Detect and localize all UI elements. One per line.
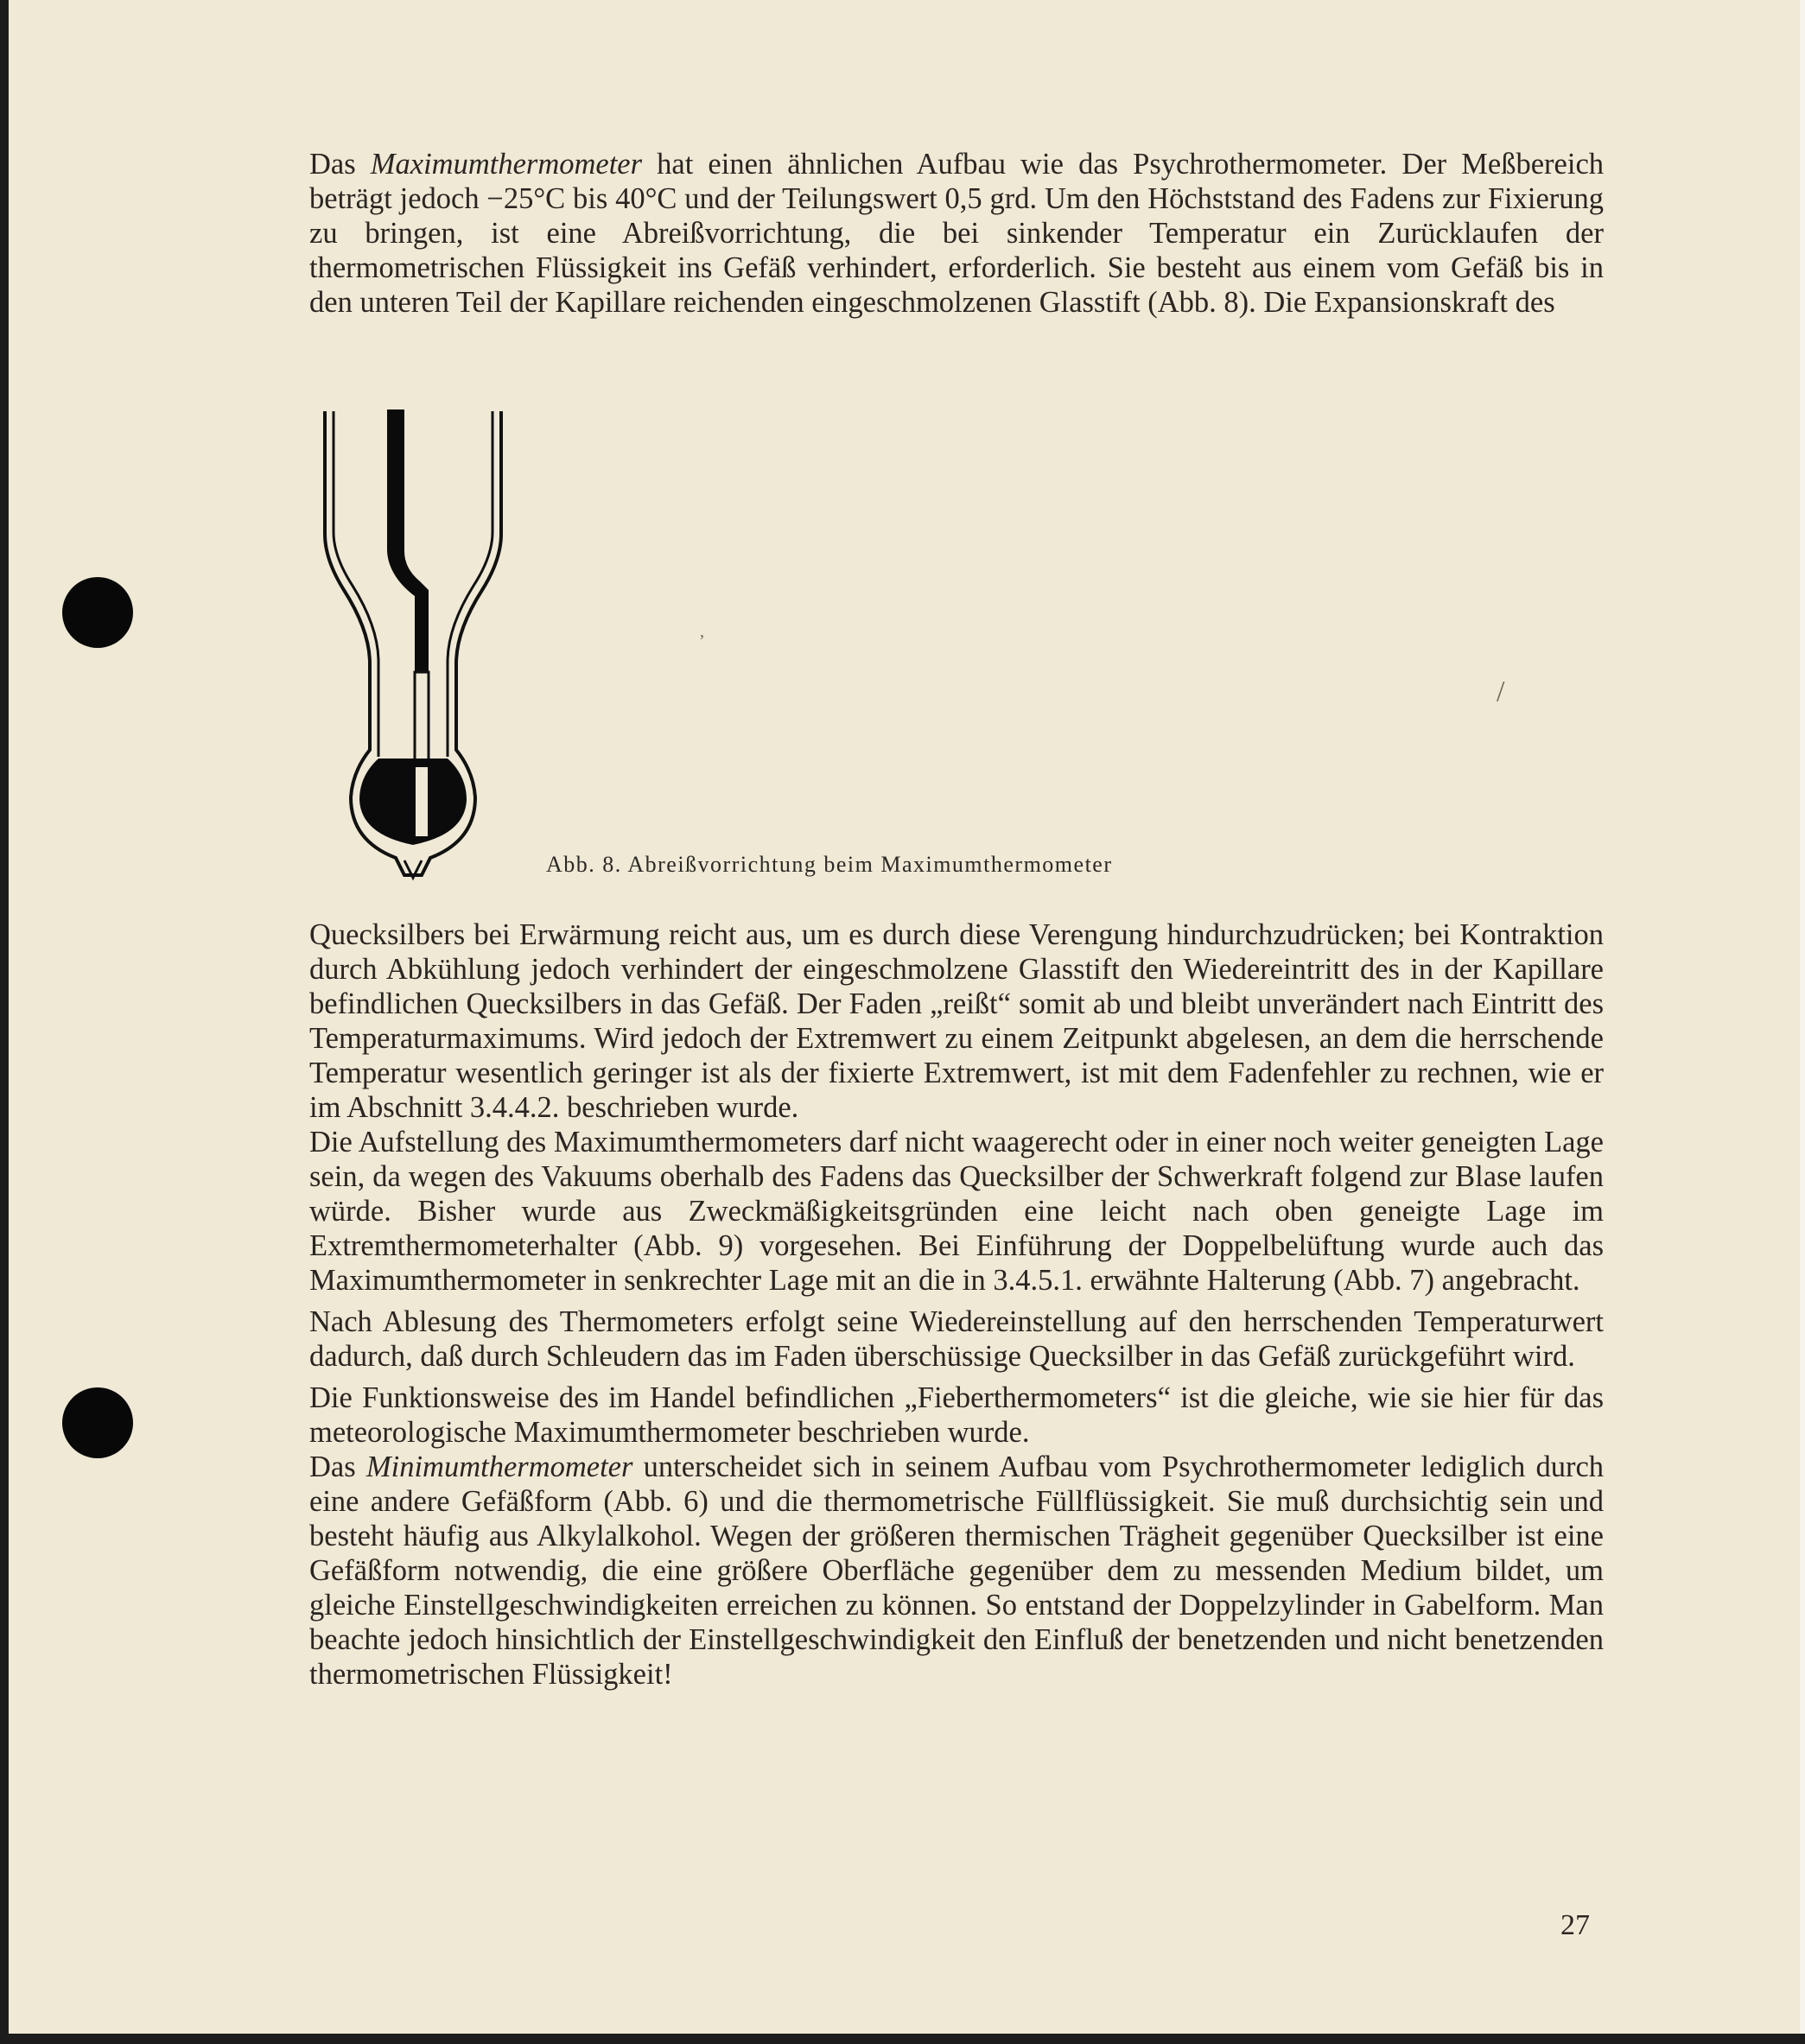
paragraph: Quecksilbers bei Erwärmung reicht aus, um es durch diese Verengung hindurchzudrücken; bei Kontraktion durch Abkühlung jedoch verhindert der eingeschmolzene Glasstift den Wiedereintritt des in der Kapillare befindlichen Quecksilbers in das Gefäß. Der Faden „reißt“ somit ab und bleibt unverändert nach Eintritt des Temperaturmaximums. Wird jedoch der Extremwert zu einem Zeitpunkt abgelesen, an dem die herrschende Temperatur wesentlich geringer ist als der fixierte Extremwert, ist mit dem Fadenfehler zu rechnen, wie er im Abschnitt 3.4.4.2. beschrieben wurde.: [309, 918, 1604, 1124]
paper-mark: /: [1497, 676, 1505, 708]
emphasized-term: Maximumthermometer: [370, 148, 643, 181]
paragraph: Die Aufstellung des Maximumthermometers darf nicht waagerecht oder in einer noch weiter geneigten Lage sein, da wegen des Vakuums oberhalb des Fadens das Quecksilber der Schwerkraft folgend zur Blase laufen würde. Bisher wurde aus Zweckmäßigkeitsgründen eine leicht nach oben geneigte Lage im Extremthermometerhalter (Abb. 9) vorgesehen. Bei Einführung der Doppelbelüftung wurde auch das Maximumthermometer in senkrechter Lage mit an die in 3.4.5.1. erwähnte Halterung (Abb. 7) angebracht.: [309, 1126, 1604, 1297]
paragraph: Die Funktionsweise des im Handel befindlichen „Fieberthermometers“ ist die gleiche, wie sie hier für das meteorologische Maximumthermometer beschrieben wurde.: [309, 1381, 1604, 1449]
figure-caption: Abb. 8. Abreißvorrichtung beim Maximumthermometer: [546, 852, 1113, 877]
thermometer-constriction-figure: [318, 404, 508, 888]
emphasized-term: Minimumthermometer: [365, 1450, 633, 1483]
text-block-top: [309, 147, 1604, 320]
paragraph: Das Maximumthermometer hat einen ähnlichen Aufbau wie das Psychrothermometer. Der Meßbereich beträgt jedoch −25°C bis 40°C und der Teilungswert 0,5 grd. Um den Höchststand des Fadens zur Fixierung zu bringen, ist eine Abreißvorrichtung, die bei sinkender Temperatur ein Zurücklaufen der thermometrischen Flüssigkeit ins Gefäß verhindert, erforderlich. Sie besteht aus einem vom Gefäß bis in den unteren Teil der Kapillare reichenden eingeschmolzenen Glasstift (Abb. 8). Die Expansionskraft des: [309, 148, 1605, 319]
page-number: 27: [1560, 1909, 1590, 1941]
paper-mark: ,: [700, 622, 704, 641]
punch-hole: [62, 1387, 133, 1458]
text-block-main: [309, 917, 1604, 1692]
paragraph: Nach Ablesung des Thermometers erfolgt seine Wiedereinstellung auf den herrschenden Temperaturwert dadurch, daß durch Schleudern das im Faden überschüssige Quecksilber in das Gefäß zurückgeführt wird.: [309, 1305, 1604, 1373]
paragraph: Das Minimumthermometer unterscheidet sich in seinem Aufbau vom Psychrothermometer lediglich durch eine andere Gefäßform (Abb. 6) und die thermometrische Füllflüssigkeit. Sie muß durchsichtig sein und besteht häufig aus Alkylalkohol. Wegen der größeren thermischen Trägheit gegenüber Quecksilber ist eine Gefäßform notwendig, die eine größere Oberfläche gegenüber dem zu messenden Medium bildet, um gleiche Einstellgeschwindigkeiten erreichen zu können. So entstand der Doppelzylinder in Gabelform. Man beachte jedoch hinsichtlich der Einstellgeschwindigkeit den Einfluß der benetzenden und nicht benetzenden thermometrischen Flüssigkeit!: [309, 1450, 1605, 1691]
punch-hole: [62, 577, 133, 648]
